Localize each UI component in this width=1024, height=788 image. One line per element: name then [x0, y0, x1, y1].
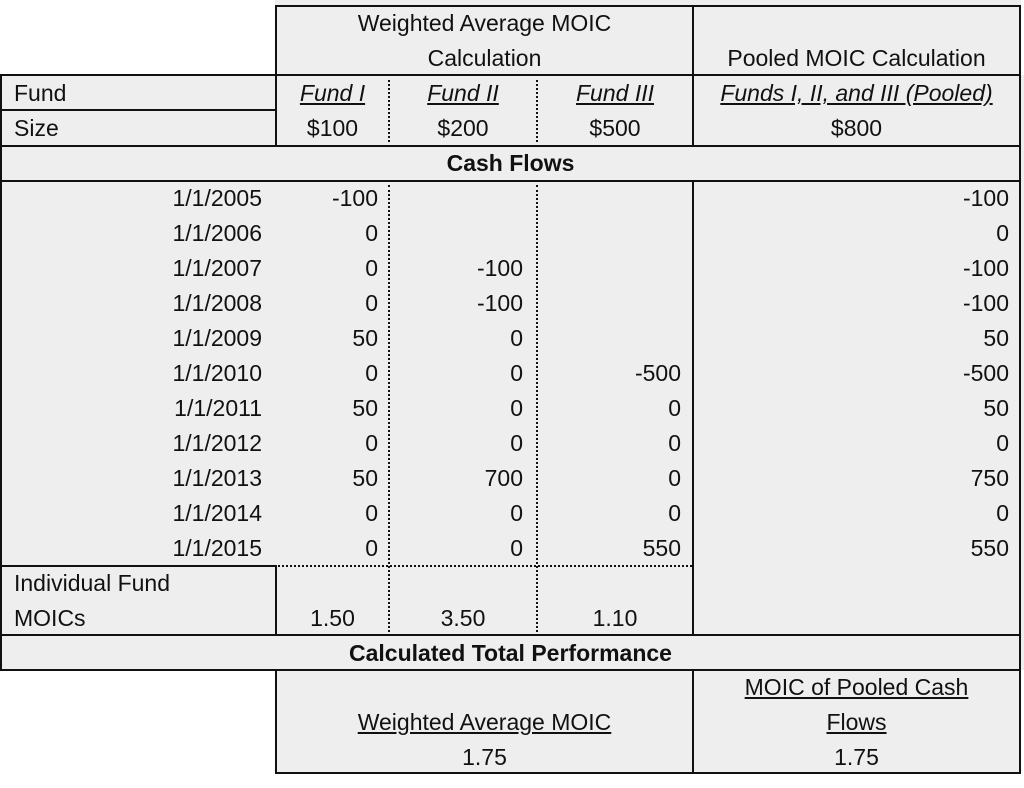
pooled-cash-flow: 750 [970, 465, 1009, 491]
size-label: Size [14, 115, 59, 141]
fund-ii-cash-flow: 0 [510, 360, 523, 386]
pooled-funds-header: Funds I, II, and III (Pooled) [720, 80, 993, 106]
top-left-blank [0, 0, 275, 75]
pooled-cash-flow: 0 [996, 220, 1009, 246]
pooled-moic-value: 1.75 [834, 744, 879, 770]
fund-ii-header: Fund II [427, 80, 499, 106]
fund-iii-size: $500 [589, 115, 641, 141]
cash-flow-date: 1/1/2015 [172, 535, 262, 561]
fund-ii-cash-flow: -100 [476, 290, 523, 316]
fund-i-cash-flow: 50 [352, 395, 378, 421]
fund-i-cash-flow: 0 [365, 255, 378, 281]
cash-flow-date: 1/1/2005 [172, 185, 262, 211]
fund-iii-header: Fund III [576, 80, 654, 106]
pooled-cash-flow: -500 [962, 360, 1009, 386]
fund-i-cash-flow: -100 [331, 185, 378, 211]
pooled-cash-flow: -100 [962, 255, 1009, 281]
weighted-calc-header-line2: Calculation [427, 45, 542, 71]
pooled-cash-flow: 0 [996, 430, 1009, 456]
fund-ii-cash-flow: 0 [510, 500, 523, 526]
pooled-cash-flow: 50 [983, 325, 1009, 351]
fund-i-cash-flow: 0 [365, 360, 378, 386]
total-performance-title: Calculated Total Performance [349, 640, 672, 666]
cash-flow-date: 1/1/2007 [172, 255, 262, 281]
fund-i-cash-flow: 0 [365, 500, 378, 526]
fund-i-cash-flow: 0 [365, 535, 378, 561]
fund-ii-size: $200 [437, 115, 489, 141]
fund-ii-cash-flow: 700 [484, 465, 523, 491]
individual-moic-label-line2: MOICs [14, 605, 86, 631]
rule [1019, 669, 1021, 774]
fund-ii-moic: 3.50 [440, 605, 486, 631]
cash-flow-date: 1/1/2013 [172, 465, 262, 491]
pooled-size: $800 [830, 115, 883, 141]
pooled-cash-flow: -100 [962, 185, 1009, 211]
pooled-calc-header: Pooled MOIC Calculation [727, 45, 986, 71]
fund-iii-cash-flow: 0 [668, 430, 681, 456]
fund-iii-moic: 1.10 [592, 605, 638, 631]
fund-ii-cash-flow: 0 [510, 535, 523, 561]
bottom-left-blank [0, 670, 275, 788]
fund-i-size: $100 [306, 115, 359, 141]
fund-i-cash-flow: 0 [365, 430, 378, 456]
pooled-moic-label-line2: Flows [826, 709, 887, 735]
cash-flow-date: 1/1/2012 [172, 430, 262, 456]
pooled-cash-flow: 550 [970, 535, 1009, 561]
pooled-moic-label-line1: MOIC of Pooled Cash [744, 674, 969, 700]
fund-i-header: Fund I [299, 80, 366, 106]
fund-iii-cash-flow: 0 [668, 465, 681, 491]
cash-flow-date: 1/1/2010 [172, 360, 262, 386]
individual-moic-label-line1: Individual Fund [14, 570, 170, 596]
pooled-cash-flow: 50 [983, 395, 1009, 421]
cash-flow-date: 1/1/2009 [172, 325, 262, 351]
fund-ii-cash-flow: 0 [510, 395, 523, 421]
weighted-calc-header-line1: Weighted Average MOIC [357, 10, 612, 36]
cash-flows-title: Cash Flows [446, 150, 575, 176]
rule [1019, 5, 1021, 670]
fund-ii-cash-flow: 0 [510, 325, 523, 351]
cash-flow-date: 1/1/2014 [172, 500, 262, 526]
fund-i-moic: 1.50 [310, 605, 355, 631]
fund-i-cash-flow: 0 [365, 220, 378, 246]
fund-iii-cash-flow: 0 [668, 395, 681, 421]
pooled-cash-flow: -100 [962, 290, 1009, 316]
fund-iii-cash-flow: -500 [634, 360, 681, 386]
cash-flow-date: 1/1/2008 [172, 290, 262, 316]
fund-ii-cash-flow: 0 [510, 430, 523, 456]
cash-flow-date: 1/1/2006 [172, 220, 262, 246]
bottom-strip-blank [275, 773, 1024, 788]
fund-iii-cash-flow: 550 [642, 535, 681, 561]
cash-flow-date: 1/1/2011 [174, 395, 262, 421]
fund-label: Fund [14, 80, 67, 106]
fund-i-cash-flow: 50 [352, 325, 378, 351]
pooled-cash-flow: 0 [996, 500, 1009, 526]
fund-i-cash-flow: 0 [365, 290, 378, 316]
fund-ii-cash-flow: -100 [476, 255, 523, 281]
weighted-average-moic-label: Weighted Average MOIC [357, 709, 612, 735]
weighted-average-moic-value: 1.75 [462, 744, 507, 770]
fund-i-cash-flow: 50 [352, 465, 378, 491]
fund-iii-cash-flow: 0 [668, 500, 681, 526]
